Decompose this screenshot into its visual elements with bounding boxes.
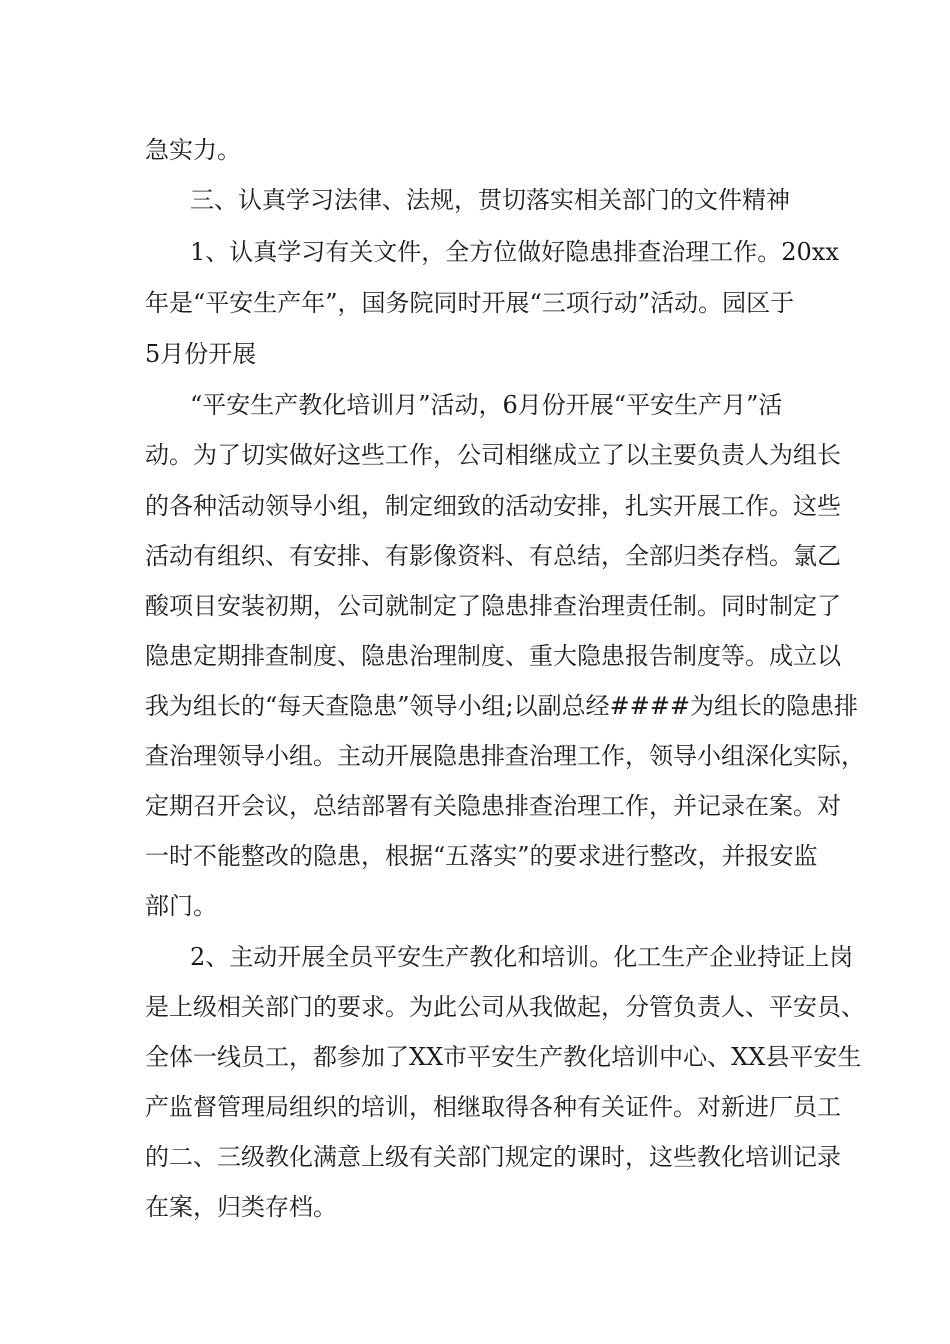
text-line: 产监督管理局组织的培训，相继取得各种有关证件。对新进厂员工 xyxy=(145,1093,841,1121)
text-line: “平安生产教化培训月”活动，6月份开展“平安生产月”活 xyxy=(190,391,783,419)
text-line: 我为组长的“每天查隐患”领导小组;以副总经####为组长的隐患排 xyxy=(145,692,859,720)
text-line: 年是“平安生产年”，国务院同时开展“三项行动”活动。园区于 xyxy=(145,289,795,317)
text-line: 一时不能整改的隐患，根据“五落实”的要求进行整改，并报安监 xyxy=(145,842,818,870)
text-line: 部门。 xyxy=(145,892,217,920)
text-line: 1、认真学习有关文件，全方位做好隐患排查治理工作。20xx xyxy=(190,238,839,266)
text-line: 的各种活动领导小组，制定细致的活动安排，扎实开展工作。这些 xyxy=(145,492,841,520)
text-line: 隐患定期排查制度、隐患治理制度、重大隐患报告制度等。成立以 xyxy=(145,642,841,670)
text-line: 的二、三级教化满意上级有关部门规定的课时，这些教化培训记录 xyxy=(145,1143,841,1171)
text-line: 酸项目安装初期，公司就制定了隐患排查治理责任制。同时制定了 xyxy=(145,592,841,620)
text-line: 活动有组织、有安排、有影像资料、有总结，全部归类存档。氯乙 xyxy=(145,542,841,570)
text-line: 查治理领导小组。主动开展隐患排查治理工作，领导小组深化实际， xyxy=(145,742,865,770)
text-line: 在案，归类存档。 xyxy=(145,1193,337,1221)
text-line: 全体一线员工，都参加了XX市平安生产教化培训中心、XX县平安生 xyxy=(145,1043,862,1071)
text-line: 定期召开会议，总结部署有关隐患排查治理工作，并记录在案。对 xyxy=(145,792,841,820)
text-line: 5月份开展 xyxy=(145,340,257,368)
text-line: 2、主动开展全员平安生产教化和培训。化工生产企业持证上岗 xyxy=(190,943,854,971)
section-heading: 三、认真学习法律、法规，贯切落实相关部门的文件精神 xyxy=(190,186,790,214)
text-line: 动。为了切实做好这些工作，公司相继成立了以主要负责人为组长 xyxy=(145,441,841,469)
text-line: 是上级相关部门的要求。为此公司从我做起，分管负责人、平安员、 xyxy=(145,993,865,1021)
text-line: 急实力。 xyxy=(145,136,241,164)
